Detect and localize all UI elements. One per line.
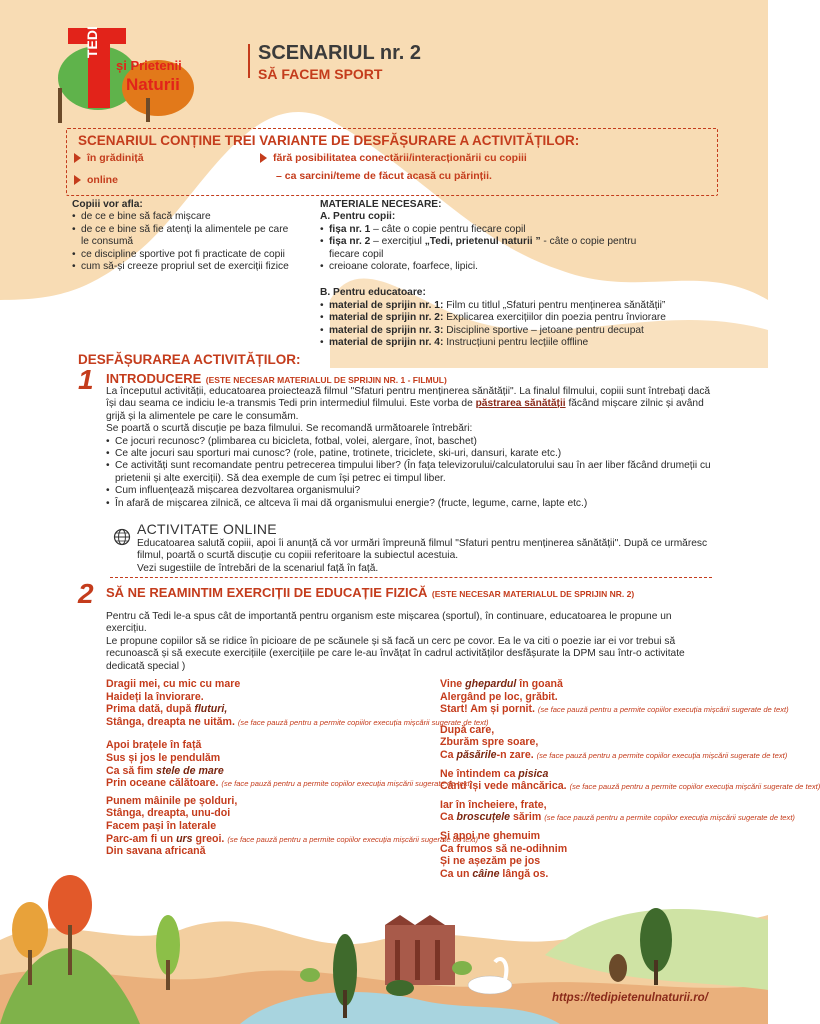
- step1-body: [106, 386, 712, 510]
- material-item: • creioane colorate, foarfece, lipici.: [320, 261, 720, 273]
- step-title: SĂ NE REAMINTIM EXERCIȚII DE EDUCAȚIE FIZICĂ (ESTE NECESAR MATERIALUL DE SPRIJIN NR. 2): [106, 585, 635, 600]
- step1-paragraph: Se poartă o scurtă discuție pe baza filmului. Se recomandă următoarele întrebări:: [106, 423, 473, 435]
- poem-line: Alergând pe loc, grăbit.: [440, 690, 558, 703]
- step-title: INTRODUCERE (ESTE NECESAR MATERIALUL DE SPRIJIN NR. 1 - FILMUL): [106, 371, 447, 386]
- poem-line: Parc-am fi un urs greoi. (se face pauză pentru a permite copiilor execuția mișcării sugerate de text): [106, 832, 479, 845]
- poem-line: Ca un câine lângă os.: [440, 867, 549, 880]
- poem-right: [440, 678, 820, 880]
- arrow-icon: [74, 175, 81, 185]
- poem-line: După care,: [440, 723, 495, 736]
- header-divider: [248, 44, 250, 78]
- materials-b-title: B. Pentru educatoare:: [320, 287, 426, 299]
- material-item: • material de sprijin nr. 1: Film cu titlul „Sfaturi pentru menținerea sănătății”: [320, 300, 720, 312]
- learn-item: • de ce e bine să facă mișcare: [72, 211, 297, 223]
- poem-line: Stânga, dreapta, unu-doi: [106, 807, 231, 820]
- learn-item: • de ce e bine să fie atenți la alimentele pe care le consumă: [72, 224, 297, 249]
- step2-body: [106, 611, 714, 673]
- material-item: • fișa nr. 1 – câte o copie pentru fiecare copil: [320, 224, 720, 236]
- material-item: • material de sprijin nr. 2: Explicarea exercițiilor din poezia pentru înviorare: [320, 312, 720, 324]
- arrow-icon: [260, 153, 267, 163]
- step2-paragraph: Le propune copiilor să se ridice în picioare de pe scăunele și să facă un cerc pe covor. Ea le va citi o poezie iar ei vor trebui să recunoască și să execute exercițiile (exercițiile pe care le-au învățat în cadrul activităților desfășurate la DPM sau într-o activitate dedicată special ): [106, 635, 685, 672]
- step-number: 1: [78, 364, 94, 395]
- question-item: • Ce jocuri recunosc? (plimbarea cu bicicleta, fotbal, volei, alergare, înot, baschet): [106, 436, 712, 448]
- material-item: • material de sprijin nr. 4: Instrucțiuni pentru lecțiile offline: [320, 337, 720, 349]
- poem-line: Apoi brațele în față: [106, 739, 202, 752]
- page-title: SCENARIUL nr. 2: [258, 42, 421, 64]
- variants-heading: SCENARIUL CONȚINE TREI VARIANTE DE DESFĂȘURARE A ACTIVITĂȚILOR:: [78, 133, 580, 148]
- online-text: Educatoarea salută copiii, apoi îi anunță că vor urmări împreună filmul "Sfaturi pentru menținerea sănătății". După ce urmăresc filmul, poartă o scurtă discuție cu copiii referitoare la subiectul acestuia. Vezi sugestiile de întrebări de la scenariul față în față.: [137, 538, 708, 574]
- poem-line: Și ne așezăm pe jos: [440, 855, 541, 868]
- poem-line: Și apoi ne ghemuim: [440, 829, 541, 842]
- learn-section: [72, 199, 297, 273]
- poem-line: Ca păsările-n zare. (se face pauză pentru a permite copiilor execuția mișcării sugerate de text): [440, 748, 788, 761]
- poem-line: Prin oceane călătoare. (se face pauză pentru a permite copiilor execuția mișcării sugerate de text): [106, 777, 473, 790]
- globe-icon: [113, 528, 131, 546]
- variant-kindergarten: în grădiniță: [74, 152, 144, 164]
- poem-line: Ca broscuțele sărim (se face pauză pentru a permite copiilor execuția mișcării sugerate de text): [440, 811, 795, 824]
- learn-item: • ce discipline sportive pot fi practicate de copii: [72, 249, 297, 261]
- variant-offline: fără posibilitatea conectării/interacționării cu copiii: [260, 152, 527, 164]
- poem-line: Ca să fim stele de mare: [106, 764, 224, 777]
- poem-line: Iar în încheiere, frate,: [440, 798, 547, 811]
- logo-tedi: TEDI: [84, 26, 100, 58]
- poem-line: Haideți la înviorare.: [106, 690, 204, 703]
- poem-line: Când își vede mâncărica. (se face pauză pentru a permite copiilor execuția mișcării sugerate de text): [440, 780, 820, 793]
- poem-line: Din savana africană: [106, 845, 206, 858]
- poem-line: Ca frumos să ne-odihnim: [440, 842, 568, 855]
- question-item: • Cum influențează mișcarea dezvoltarea organismului?: [106, 485, 712, 497]
- poem-line: Punem mâinile pe șolduri,: [106, 794, 238, 807]
- poem-line: Sus și jos le pendulăm: [106, 751, 221, 764]
- step-number: 2: [78, 578, 94, 609]
- question-item: • Ce alte jocuri sau sporturi mai cunosc? (role, patine, trotinete, triciclete, ski-uri, dansuri, karate etc.): [106, 448, 712, 460]
- variant-online: online: [74, 174, 118, 186]
- poem-line: Vine ghepardul în goană: [440, 678, 563, 690]
- poem-line: Facem pași în laterale: [106, 819, 217, 832]
- materials-section: [320, 199, 720, 349]
- arrow-icon: [74, 153, 81, 163]
- learn-title: Copiii vor afla:: [72, 199, 143, 210]
- poem-line: Prima dată, după fluturi,: [106, 703, 228, 716]
- website-link[interactable]: https://tedipietenulnaturii.ro/: [552, 992, 708, 1004]
- poem-line: Stânga, dreapta ne uităm. (se face pauză pentru a permite copiilor execuția mișcării sugerate de text): [106, 715, 489, 728]
- variant-offline-detail: – ca sarcini/teme de făcut acasă cu părinții.: [276, 170, 492, 182]
- logo-graphic: [28, 18, 198, 128]
- poem-line: Ne întindem ca pisica: [440, 767, 549, 780]
- logo-sub2: Naturii: [126, 75, 180, 94]
- step1-paragraph: La începutul activității, educatoarea proiectează filmul "Sfaturi pentru menținerea sănătății". La finalul filmului, copiii sunt întrebați dacă își dau seama ce indiciu le-a transmis Tedi prin intermediul filmului. Este vorba de păstrarea sănătății făcând mișcare zilnic și având grijă și la alimentele pe care le consumăm.: [106, 386, 711, 422]
- activities-heading: DESFĂȘURAREA ACTIVITĂȚILOR:: [78, 352, 301, 367]
- materials-title: MATERIALE NECESARE:: [320, 199, 442, 210]
- materials-a-title: A. Pentru copii:: [320, 211, 396, 223]
- step2-paragraph: Pentru că Tedi le-a spus cât de importantă pentru organism este mișcarea (sportul), în continuare, educatoarea le propune un exercițiu.: [106, 611, 672, 635]
- page-subtitle: SĂ FACEM SPORT: [258, 66, 383, 82]
- online-title: ACTIVITATE ONLINE: [137, 521, 277, 537]
- learn-item: • cum să-și creeze propriul set de exerciții fizice: [72, 261, 297, 273]
- poem-line: Dragii mei, cu mic cu mare: [106, 678, 241, 690]
- question-item: • Ce activități sunt recomandate pentru petrecerea timpului liber? (În fața televizorului/calculatorului sau în aer liber făcând drumeții cu prietenii și alte exerciții). Să dea exemple de cum își petrec ei timpul liber.: [106, 460, 712, 485]
- logo-sub1: și Prietenii: [116, 58, 182, 73]
- material-item: • material de sprijin nr. 3: Discipline sportive – jetoane pentru decupat: [320, 325, 720, 337]
- material-item: • fișa nr. 2 – exercițiul „Tedi, prietenul naturii ” - câte o copie pentru fiecare copil: [320, 236, 659, 261]
- question-item: • În afară de mișcarea zilnică, ce altceva îi mai dă organismului energie? (fructe, legume, carne, lapte etc.): [106, 498, 712, 510]
- poem-line: Start! Am și pornit. (se face pauză pentru a permite copiilor execuția mișcării sugerate de text): [440, 703, 789, 716]
- logo: [28, 18, 198, 128]
- poem-line: Zburăm spre soare,: [440, 736, 539, 749]
